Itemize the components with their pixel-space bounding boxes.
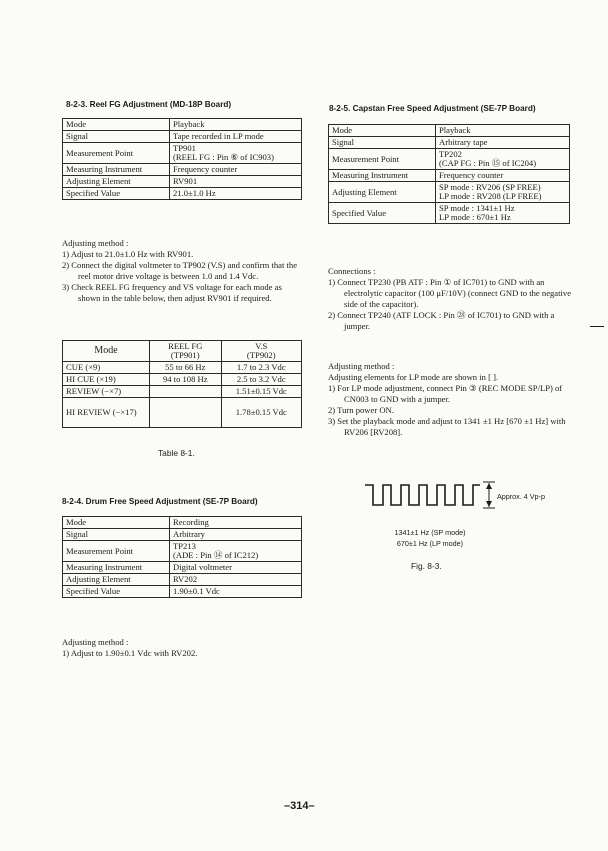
method-step: 1) For LP mode adjustment, connect Pin ③ (REC MODE SP/LP) of CN003 to GND with a jumper. <box>328 383 563 404</box>
row-value: Playback <box>436 125 570 137</box>
amplitude-arrow-icon <box>482 481 496 509</box>
capstan-spec-table <box>328 124 570 224</box>
header-reel-fg <box>150 341 222 362</box>
header-line: (TP902) <box>246 350 276 361</box>
row-value <box>436 182 570 203</box>
fg-cell <box>150 386 222 398</box>
table-row <box>63 574 302 586</box>
row-label: Mode <box>329 125 436 137</box>
value-line: (CAP FG : Pin ⑮ of IC204) <box>439 158 537 169</box>
figure-caption: Fig. 8-3. <box>411 561 442 571</box>
method-heading: Adjusting method : <box>328 361 395 371</box>
row-value: Tape recorded in LP mode <box>170 131 302 143</box>
header-mode: Mode <box>63 341 150 362</box>
reel-fg-mode-table <box>62 340 302 428</box>
row-label: Measuring Instrument <box>329 170 436 182</box>
drum-free-method <box>62 637 322 659</box>
capstan-title: 8-2-5. Capstan Free Speed Adjustment (SE-7P Board) <box>329 104 536 113</box>
table-row <box>329 137 570 149</box>
method-heading: Adjusting method : <box>62 637 129 647</box>
table-row <box>63 176 302 188</box>
square-wave-figure <box>365 480 485 510</box>
table-row <box>63 562 302 574</box>
table-caption: Table 8-1. <box>158 448 195 458</box>
row-value: Playback <box>170 119 302 131</box>
table-row <box>63 119 302 131</box>
mode-cell: CUE (×9) <box>63 362 150 374</box>
table-row <box>63 529 302 541</box>
table-row <box>63 541 302 562</box>
vs-cell: 2.5 to 3.2 Vdc <box>221 374 301 386</box>
table-row <box>63 143 302 164</box>
table-row <box>63 362 302 374</box>
table-row <box>63 586 302 598</box>
row-label: Adjusting Element <box>63 176 170 188</box>
drum-free-title: 8-2-4. Drum Free Speed Adjustment (SE-7P Board) <box>62 497 258 506</box>
method-note: Adjusting elements for LP mode are shown in [ ]. <box>328 372 499 382</box>
row-value <box>436 149 570 170</box>
header-line: (TP901) <box>170 350 200 361</box>
mode-cell: HI REVIEW (−×17) <box>63 398 150 428</box>
header-line: V.S <box>255 341 268 351</box>
drum-free-spec-table <box>62 516 302 598</box>
row-value: RV901 <box>170 176 302 188</box>
table-row <box>63 164 302 176</box>
method-step: 2) Turn power ON. <box>328 405 394 415</box>
row-label: Mode <box>63 517 170 529</box>
margin-mark <box>590 326 604 327</box>
row-label: Adjusting Element <box>63 574 170 586</box>
fg-cell: 55 to 66 Hz <box>150 362 222 374</box>
value-line: SP mode : RV206 (SP FREE) <box>439 182 541 193</box>
row-label: Specified Value <box>63 188 170 200</box>
table-row <box>329 182 570 203</box>
row-value: Frequency counter <box>436 170 570 182</box>
connection-step: 1) Connect TP230 (PB ATF : Pin ① of IC701) to GND with an electrolytic capacitor (100 μF/10V) (connect GND to the negative side of the capacitor). <box>328 277 572 309</box>
vs-cell: 1.78±0.15 Vdc <box>221 398 301 428</box>
row-value: Frequency counter <box>170 164 302 176</box>
table-row <box>63 374 302 386</box>
header-line: REEL FG <box>168 341 203 351</box>
value-line: LP mode : 670±1 Hz <box>439 212 511 223</box>
table-row <box>63 398 302 428</box>
method-step: 1) Adjust to 21.0±1.0 Hz with RV901. <box>62 249 194 259</box>
row-label: Signal <box>329 137 436 149</box>
vs-cell: 1.7 to 2.3 Vdc <box>221 362 301 374</box>
value-line: TP901 <box>173 143 196 154</box>
value-line: LP mode : RV208 (LP FREE) <box>439 191 542 202</box>
row-label: Measuring Instrument <box>63 164 170 176</box>
row-label: Signal <box>63 131 170 143</box>
connection-step: 2) Connect TP240 (ATF LOCK : Pin ㉘ of IC701) to GND with a jumper. <box>328 310 555 331</box>
row-value <box>170 143 302 164</box>
row-value <box>170 541 302 562</box>
table-row <box>63 386 302 398</box>
fg-cell: 94 to 108 Hz <box>150 374 222 386</box>
freq-sp-label: 1341±1 Hz (SP mode) <box>394 528 466 537</box>
table-row <box>329 203 570 224</box>
row-label: Measuring Instrument <box>63 562 170 574</box>
vs-cell: 1.51±0.15 Vdc <box>221 386 301 398</box>
row-value: 21.0±1.0 Hz <box>170 188 302 200</box>
connections-heading: Connections : <box>328 266 376 276</box>
table-header-row <box>63 341 302 362</box>
row-value: 1.90±0.1 Vdc <box>170 586 302 598</box>
freq-lp-label: 670±1 Hz (LP mode) <box>396 539 464 548</box>
mode-cell: HI CUE (×19) <box>63 374 150 386</box>
header-vs <box>221 341 301 362</box>
table-row <box>329 170 570 182</box>
row-value: Arbitrary tape <box>436 137 570 149</box>
table-row <box>63 517 302 529</box>
method-heading: Adjusting method : <box>62 238 129 248</box>
value-line: (REEL FG : Pin ⑥ of IC903) <box>173 152 274 163</box>
row-value: Digital voltmeter <box>170 562 302 574</box>
method-step: 3) Set the playback mode and adjust to 1341 ±1 Hz [670 ±1 Hz] with RV206 [RV208]. <box>328 416 566 437</box>
row-label: Measurement Point <box>63 541 170 562</box>
row-value <box>436 203 570 224</box>
method-step: 1) Adjust to 1.90±0.1 Vdc with RV202. <box>62 648 198 658</box>
row-value: Arbitrary <box>170 529 302 541</box>
row-label: Measurement Point <box>329 149 436 170</box>
table-row <box>329 125 570 137</box>
value-line: TP202 <box>439 149 462 160</box>
reel-fg-spec-table <box>62 118 302 200</box>
row-label: Specified Value <box>329 203 436 224</box>
reel-fg-method <box>62 238 304 304</box>
capstan-connections <box>328 266 572 332</box>
amplitude-label: Approx. 4 Vp-p <box>497 492 545 501</box>
capstan-method <box>328 361 574 438</box>
value-line: SP mode : 1341±1 Hz <box>439 203 515 214</box>
fg-cell <box>150 398 222 428</box>
table-row <box>63 188 302 200</box>
square-wave <box>365 485 480 505</box>
table-row <box>63 131 302 143</box>
row-label: Mode <box>63 119 170 131</box>
row-value: Recording <box>170 517 302 529</box>
method-step: 3) Check REEL FG frequency and VS voltage for each mode as shown in the table below, then adjust RV901 if required. <box>62 282 282 303</box>
page-number: –314– <box>284 800 315 812</box>
row-label: Specified Value <box>63 586 170 598</box>
value-line: TP213 <box>173 541 196 552</box>
row-label: Adjusting Element <box>329 182 436 203</box>
method-step: 2) Connect the digital voltmeter to TP902 (V.S) and confirm that the reel motor drive voltage is between 1.0 and 1.4 Vdc. <box>62 260 298 281</box>
row-label: Signal <box>63 529 170 541</box>
row-label: Measurement Point <box>63 143 170 164</box>
table-row <box>329 149 570 170</box>
mode-cell: REVIEW (−×7) <box>63 386 150 398</box>
value-line: (ADE : Pin ⑭ of IC212) <box>173 550 259 561</box>
row-value: RV202 <box>170 574 302 586</box>
reel-fg-title: 8-2-3. Reel FG Adjustment (MD-18P Board) <box>66 100 232 109</box>
